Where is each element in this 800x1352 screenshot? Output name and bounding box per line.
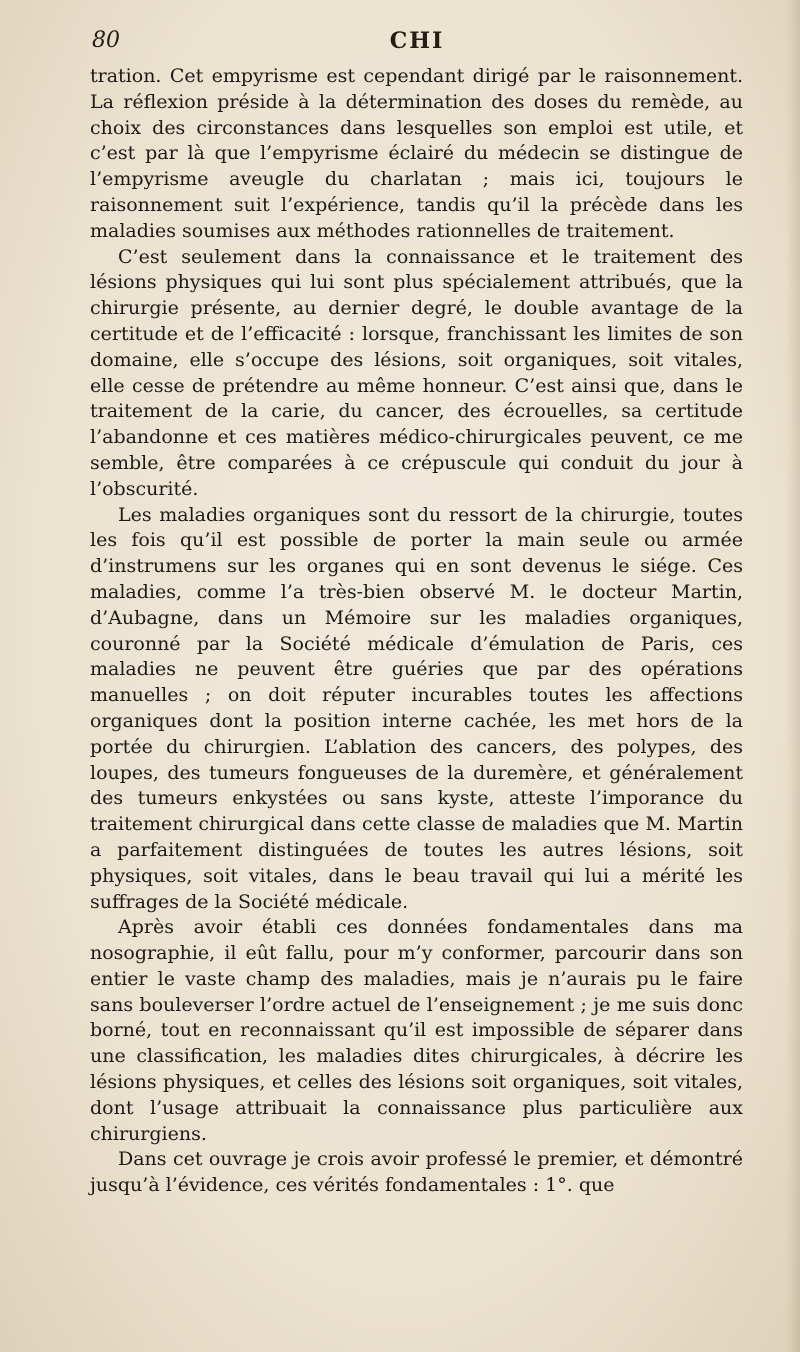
paragraph-5: Dans cet ouvrage je crois avoir professé le premier, et démontré jusqu’à l’évidence, ces vérités fondamentales : 1°. que (90, 1148, 743, 1197)
paragraph-2: C’est seulement dans la connaissance et le traitement des lésions physiques qui lui sont plus spécialement attribués, que la chirurgie présente, au dernier degré, le double avantage de la certitude et de l’efficacité : lorsque, franchissant les limites de son domaine, elle s’occupe des lésions, soit organiques, soit vitales, elle cesse de prétendre au même honneur. C’est ainsi que, dans le traitement de la carie, du cancer, des écrouelles, sa certitude l’abandonne et ces matières médico-chirurgicales peuvent, ce me semble, être comparées à ce crépuscule qui conduit du jour à l’obscurité. (90, 245, 743, 500)
paragraph-3: Les maladies organiques sont du ressort de la chirurgie, toutes les fois qu’il est possible de porter la main seule ou armée d’instrumens sur les organes qui en sont devenus le siége. Ces maladies, comme l’a très-bien observé M. le docteur Martin, d’Aubagne, dans un Mémoire sur les maladies organiques, couronné par la Société médicale d’émulation de Paris, ces maladies ne peuvent être guéries que par des opérations manuelles ; on doit réputer incurables toutes les affections organiques dont la position interne cachée, les met hors de la portée du chirurgien. L’ablation des cancers, des polypes, des loupes, des tumeurs fongueuses de la duremère, et généralement des tumeurs enkystées ou sans kyste, atteste l’imporance du traitement chirurgical dans cette classe de maladies que M. Martin a parfaitement distinguées de toutes les autres lésions, soit physiques, soit vitales, dans le beau travail qui lui a mérité les suffrages de la Société médicale. (90, 503, 743, 913)
running-head (92, 28, 742, 62)
page-number: 80 (92, 28, 120, 53)
running-title: CHI (389, 28, 445, 54)
paragraph-1: tration. Cet empyrisme est cependant dirigé par le raisonnement. La réflexion préside à la détermination des doses du remède, au choix des circonstances dans lesquelles son emploi est utile, et c’est par là que l’empyrisme éclairé du médecin se distingue de l’empyrisme aveugle du charlatan ; mais ici, toujours le raisonnement suit l’expérience, tandis qu’il la précède dans les maladies soumises aux méthodes rationnelles de traitement. (90, 65, 743, 242)
paragraph-4: Après avoir établi ces données fondamentales dans ma nosographie, il eût fallu, pour m’y conformer, parcourir dans son entier le vaste champ des maladies, mais je n’aurais pu le faire sans bouleverser l’ordre actuel de l’enseignement ; je me suis donc borné, tout en reconnaissant qu’il est impossible de séparer dans une classification, les maladies dites chirurgicales, à décrire les lésions physiques, et celles des lésions soit organiques, soit vitales, dont l’usage attribuait la connaissance plus particulière aux chirurgiens. (90, 916, 743, 1145)
body-text (90, 64, 743, 1199)
page-edge-shadow (786, 0, 800, 1352)
